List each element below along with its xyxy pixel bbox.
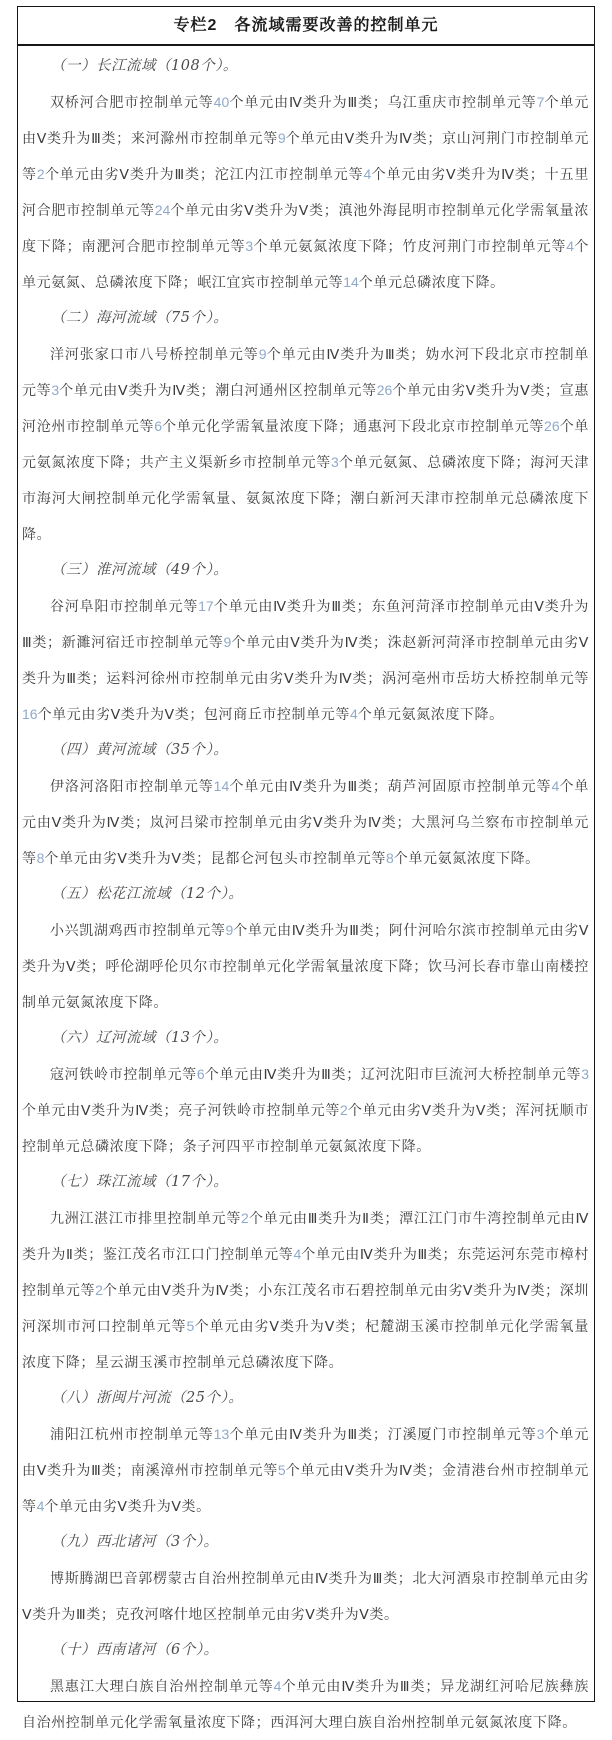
unit-count: 26 <box>376 382 393 398</box>
section-body: 九洲江湛江市排里控制单元等2个单元由Ⅲ类升为Ⅱ类；潭江江门市牛湾控制单元由Ⅳ类升为Ⅱ类；鉴江茂名市江口门控制单元等4个单元由Ⅳ类升为Ⅲ类；东莞运河东莞市樟村控制单元等2个单元由Ⅴ类升为Ⅳ类；小东江茂名市石碧控制单元由劣Ⅴ类升为Ⅳ类；深圳河深圳市河口控制单元等5个单元由劣Ⅴ类升为Ⅴ类；杞麓湖玉溪市控制单元化学需氧量浓度下降；星云湖玉溪市控制单元总磷浓度下降。 <box>22 1210 589 1370</box>
unit-count: 9 <box>225 922 234 938</box>
section-body: 博斯腾湖巴音郭楞蒙古自治州控制单元由Ⅳ类升为Ⅲ类；北大河酒泉市控制单元由劣Ⅴ类升为Ⅲ类；克孜河喀什地区控制单元由劣Ⅴ类升为Ⅴ类。 <box>22 1570 589 1622</box>
section-body: 寇河铁岭市控制单元等6个单元由Ⅳ类升为Ⅲ类；辽河沈阳市巨流河大桥控制单元等3个单元由Ⅴ类升为Ⅳ类；亮子河铁岭市控制单元等2个单元由劣Ⅴ类升为Ⅴ类；浑河抚顺市控制单元总磷浓度下降；条子河四平市控制单元氨氮浓度下降。 <box>22 1066 589 1154</box>
section-heading: （七）珠江流域（17个）。 <box>51 1174 229 1190</box>
unit-count: 9 <box>223 634 232 650</box>
unit-count: 9 <box>277 130 286 146</box>
section <box>22 1380 589 1524</box>
unit-count: 14 <box>343 274 359 290</box>
unit-count: 4 <box>293 1246 302 1262</box>
section-heading: （五）松花江流域（12个）。 <box>51 886 244 902</box>
unit-count: 5 <box>186 1318 195 1334</box>
section <box>22 1164 589 1380</box>
section-heading: （八）浙闽片河流（25个）。 <box>51 1390 244 1406</box>
unit-count: 6 <box>196 1066 205 1082</box>
section <box>22 552 589 732</box>
unit-count: 2 <box>95 1282 103 1298</box>
unit-count: 2 <box>340 1102 348 1118</box>
unit-count: 16 <box>22 706 38 722</box>
panel-body <box>18 46 594 1740</box>
info-panel <box>17 6 595 1730</box>
unit-count: 6 <box>154 418 163 434</box>
unit-count: 5 <box>277 1462 286 1478</box>
section-body: 谷河阜阳市控制单元等17个单元由Ⅳ类升为Ⅲ类；东鱼河菏泽市控制单元由Ⅴ类升为Ⅲ类；新濉河宿迁市控制单元等9个单元由Ⅴ类升为Ⅳ类；洙赵新河菏泽市控制单元由劣Ⅴ类升为Ⅲ类；运料河徐州市控制单元由劣Ⅴ类升为Ⅳ类；涡河亳州市岳坊大桥控制单元等16个单元由劣Ⅴ类升为Ⅴ类；包河商丘市控制单元等4个单元氨氮浓度下降。 <box>22 598 590 722</box>
unit-count: 2 <box>241 1210 249 1226</box>
unit-count: 3 <box>581 1066 589 1082</box>
section-heading: （六）辽河流域（13个）。 <box>51 1030 229 1046</box>
unit-count: 3 <box>245 238 254 254</box>
section-heading: （一）长江流域（108个）。 <box>51 58 238 74</box>
section-heading: （九）西北诸河（3个）。 <box>51 1534 219 1550</box>
section <box>22 1020 589 1164</box>
section <box>22 732 589 876</box>
section <box>22 1524 589 1632</box>
section <box>22 48 589 300</box>
unit-count: 4 <box>363 166 372 182</box>
section-body: 伊洛河洛阳市控制单元等14个单元由Ⅳ类升为Ⅲ类；葫芦河固原市控制单元等4个单元由Ⅴ类升为Ⅳ类；岚河吕梁市控制单元由劣Ⅴ类升为Ⅳ类；大黑河乌兰察布市控制单元等8个单元由劣Ⅴ类升为Ⅴ类；昆都仑河包头市控制单元等8个单元氨氮浓度下降。 <box>22 778 589 866</box>
unit-count: 8 <box>36 850 45 866</box>
unit-count: 26 <box>544 418 560 434</box>
unit-count: 4 <box>273 1678 282 1694</box>
unit-count: 17 <box>198 598 214 614</box>
unit-count: 4 <box>36 1498 45 1514</box>
unit-count: 40 <box>213 94 230 110</box>
section-body: 浦阳江杭州市控制单元等13个单元由Ⅳ类升为Ⅲ类；汀溪厦门市控制单元等3个单元由Ⅴ类升为Ⅲ类；南溪漳州市控制单元等5个单元由Ⅴ类升为Ⅳ类；金清港台州市控制单元等4个单元由劣Ⅴ类升为Ⅴ类。 <box>22 1426 589 1514</box>
section-heading: （四）黄河流域（35个）。 <box>51 742 229 758</box>
unit-count: 13 <box>213 1426 230 1442</box>
unit-count: 3 <box>536 1426 545 1442</box>
section-body: 小兴凯湖鸡西市控制单元等9个单元由Ⅳ类升为Ⅲ类；阿什河哈尔滨市控制单元由劣Ⅴ类升为Ⅴ类；呼伦湖呼伦贝尔市控制单元化学需氧量浓度下降；饮马河长春市靠山南楼控制单元氨氮浓度下降。 <box>22 922 589 1010</box>
section <box>22 876 589 1020</box>
unit-count: 3 <box>51 382 60 398</box>
section-heading: （三）淮河流域（49个）。 <box>51 562 229 578</box>
unit-count: 4 <box>551 778 560 794</box>
unit-count: 24 <box>154 202 171 218</box>
unit-count: 14 <box>213 778 230 794</box>
unit-count: 4 <box>349 706 358 722</box>
section-body: 黑惠江大理白族自治州控制单元等4个单元由Ⅳ类升为Ⅲ类；异龙湖红河哈尼族彝族自治州控制单元化学需氧量浓度下降；西洱河大理白族自治州控制单元氨氮浓度下降。 <box>22 1678 590 1730</box>
section <box>22 1632 589 1740</box>
section-body: 洋河张家口市八号桥控制单元等9个单元由Ⅳ类升为Ⅲ类；妫水河下段北京市控制单元等3个单元由Ⅴ类升为Ⅳ类；潮白河通州区控制单元等26个单元由劣Ⅴ类升为Ⅴ类；宣惠河沧州市控制单元等6个单元化学需氧量浓度下降；通惠河下段北京市控制单元等26个单元氨氮浓度下降；共产主义渠新乡市控制单元等3个单元氨氮、总磷浓度下降；海河天津市海河大闸控制单元化学需氧量、氨氮浓度下降；潮白新河天津市控制单元总磷浓度下降。 <box>22 346 590 542</box>
unit-count: 9 <box>258 346 267 362</box>
panel-title: 专栏2 各流域需要改善的控制单元 <box>18 7 594 46</box>
section <box>22 300 589 552</box>
unit-count: 4 <box>566 238 575 254</box>
section-body: 双桥河合肥市控制单元等40个单元由Ⅳ类升为Ⅲ类；乌江重庆市控制单元等7个单元由Ⅴ类升为Ⅲ类；来河滁州市控制单元等9个单元由Ⅴ类升为Ⅳ类；京山河荆门市控制单元等2个单元由劣Ⅴ类升为Ⅲ类；沱江内江市控制单元等4个单元由劣Ⅴ类升为Ⅳ类；十五里河合肥市控制单元等24个单元由劣Ⅴ类升为Ⅴ类；滇池外海昆明市控制单元化学需氧量浓度下降；南淝河合肥市控制单元等3个单元氨氮浓度下降；竹皮河荆门市控制单元等4个单元氨氮、总磷浓度下降；岷江宜宾市控制单元等14个单元总磷浓度下降。 <box>22 94 590 290</box>
unit-count: 8 <box>385 850 394 866</box>
section-heading: （十）西南诸河（6个）。 <box>51 1642 219 1658</box>
section-heading: （二）海河流域（75个）。 <box>51 310 229 326</box>
unit-count: 7 <box>536 94 545 110</box>
unit-count: 2 <box>36 166 45 182</box>
unit-count: 3 <box>331 454 339 470</box>
